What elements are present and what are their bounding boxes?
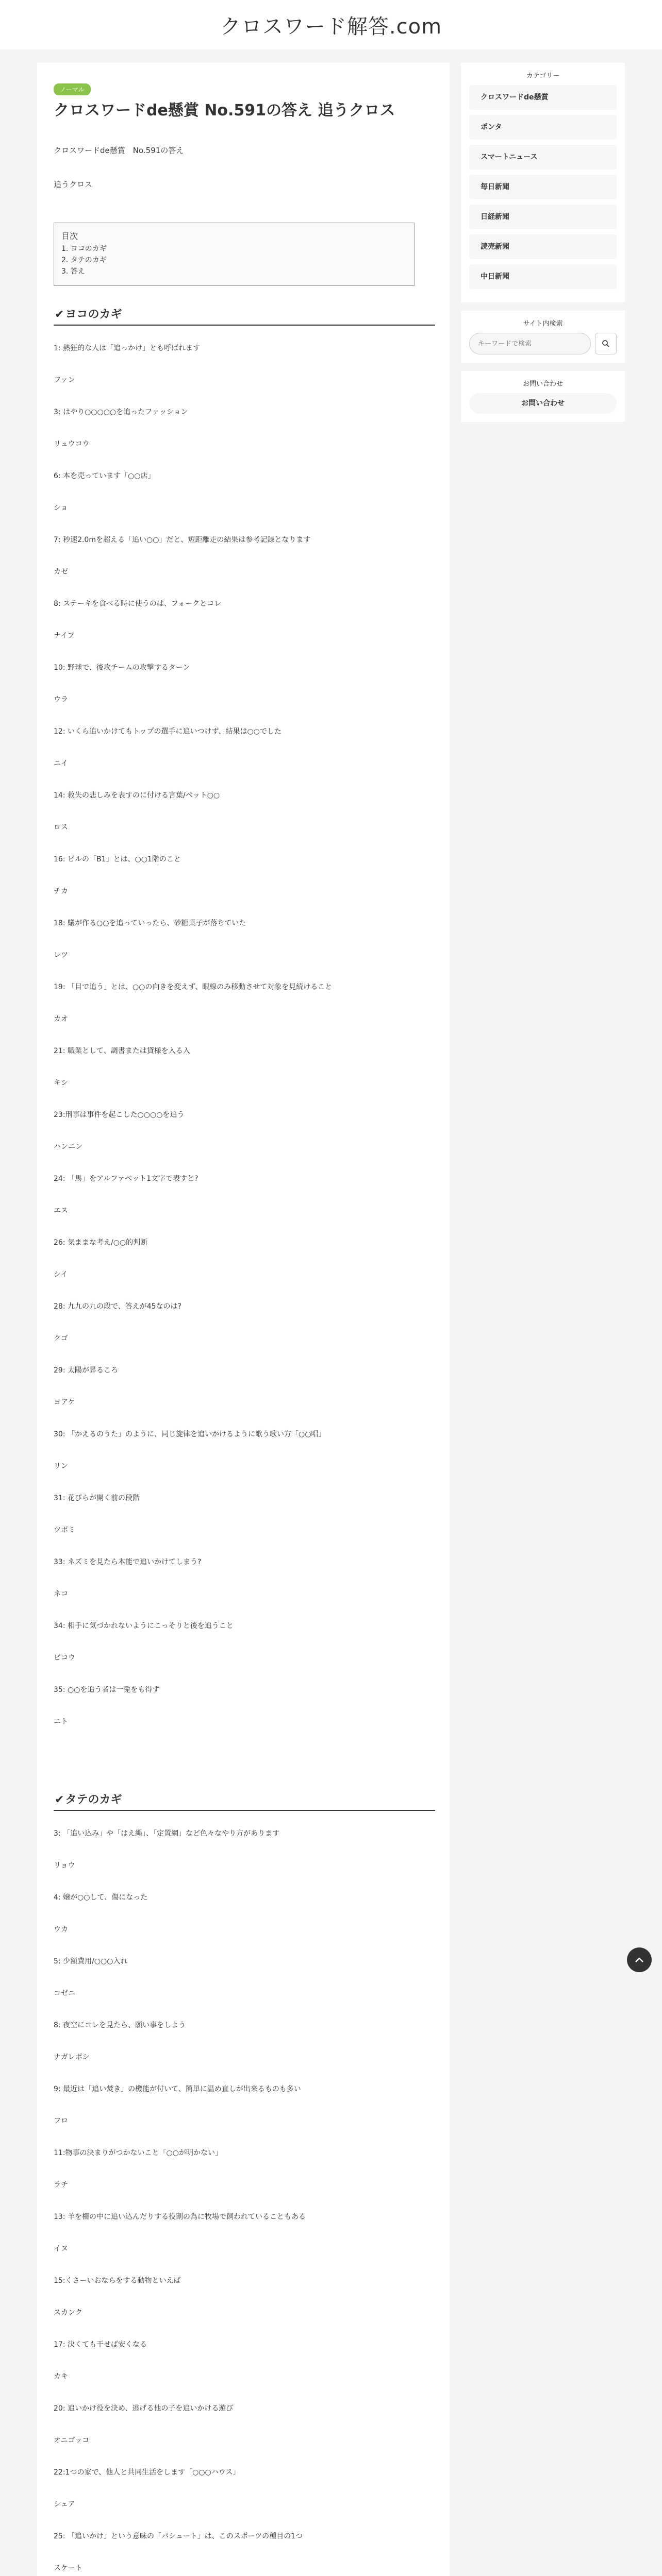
clue-answer: スカンク [54, 2309, 82, 2317]
article [37, 63, 450, 2576]
clue-question: 29: 太陽が昇るころ [54, 1366, 118, 1375]
clue-question: 34: 相手に気づかれないようにこっそりと後を追うこと [54, 1622, 234, 1631]
search-input[interactable] [469, 333, 591, 354]
clue-answer: ナイフ [54, 632, 75, 640]
clue-answer: イヌ [54, 2245, 68, 2253]
clue-question: 14: 救失の悲しみを表すのに付ける言葉/ペット○○ [54, 791, 220, 800]
clue-answer: リュウコウ [54, 440, 90, 449]
check-icon: ✔ [55, 1793, 64, 1807]
clue-answer: ウカ [54, 1925, 68, 1934]
clue-answer: リョウ [54, 1861, 75, 1870]
clue-answer: コゼニ [54, 1989, 75, 1998]
clue-answer: チカ [54, 887, 68, 896]
site-header [0, 0, 662, 49]
clue-question: 11:物事の決まりがつかないこと「○○が明かない」 [54, 2149, 222, 2158]
clue-answer: シイ [54, 1270, 68, 1279]
clue-question: 12: いくら追いかけてもトップの選手に追いつけず、結果は○○でした [54, 727, 282, 736]
clue-question: 21: 職業として、調書または貸様を入る入 [54, 1047, 190, 1056]
clue-question: 13: 羊を柵の中に追い込んだりする役割の為に牧場で飼われていることもある [54, 2213, 306, 2222]
yoko-clue-list [54, 343, 435, 1749]
category-link[interactable]: クロスワードde懸賞 [469, 85, 617, 110]
clue-answer: オニゴッコ [54, 2436, 90, 2445]
clue-answer: ヨアケ [54, 1398, 75, 1407]
check-icon: ✔ [55, 308, 64, 321]
clue-answer: リン [54, 1462, 68, 1471]
clue-answer: カゼ [54, 568, 68, 577]
clue-question: 22:1つの家で、他人と共同生活をします「○○○ハウス」 [54, 2468, 240, 2477]
clue-answer: フロ [54, 2117, 68, 2126]
category-link[interactable]: スマートニュース [469, 145, 617, 170]
contact-widget [461, 371, 625, 422]
toc-item-tate[interactable]: 2. タテのカギ [61, 256, 107, 264]
clue-question: 31: 花びらが開く前の段階 [54, 1494, 140, 1503]
article-title: クロスワードde懸賞 No.591の答え 追うクロス [54, 101, 395, 120]
clue-answer: カキ [54, 2372, 68, 2381]
clue-answer: ナガレボシ [54, 2053, 90, 2062]
clue-answer: シェア [54, 2500, 75, 2509]
clue-answer: ハンニン [54, 1143, 82, 1151]
puzzle-name: 追うクロス [54, 179, 93, 189]
clue-question: 8: ステーキを食べる時に使うのは、フォークとコレ [54, 600, 222, 608]
category-link[interactable]: 中日新聞 [469, 264, 617, 289]
category-badge[interactable]: ノーマル [54, 83, 91, 95]
toc-item-answer[interactable]: 3. 答え [61, 267, 85, 276]
site-title[interactable]: クロスワード解答.com [220, 14, 442, 39]
section-heading-text: ヨコのカギ [65, 308, 122, 321]
clue-question: 33: ネズミを見たら本能で追いかけてしまう? [54, 1558, 202, 1567]
clue-answer: スケート [54, 2564, 82, 2573]
table-of-contents [54, 223, 415, 286]
category-link[interactable]: 毎日新聞 [469, 175, 617, 199]
clue-question: 5: 少額費用/○○○入れ [54, 1957, 128, 1966]
clue-question: 7: 秒速2.0mを超える「追い○○」だと、短距離走の結果は参考記録となります [54, 536, 311, 545]
clue-answer: エス [54, 1207, 68, 1215]
clue-question: 8: 夜空にコレを見たら、願い事をしよう [54, 2021, 186, 2030]
clue-question: 20: 追いかけ役を決め、逃げる他の子を追いかける遊び [54, 2404, 234, 2413]
clue-question: 26: 気ままな考え/○○的判断 [54, 1239, 148, 1247]
chevron-up-icon [635, 1957, 644, 1963]
toc-item-yoko[interactable]: 1. ヨコのカギ [61, 245, 107, 253]
clue-question: 25: 「追いかけ」という意味の「パシュート」は、このスポーツの種目の1つ [54, 2532, 303, 2541]
clue-question: 17: 決くても干せば安くなる [54, 2341, 147, 2349]
category-link[interactable]: 日経新聞 [469, 205, 617, 229]
clue-answer: ニト [54, 1718, 68, 1726]
clue-question: 15:くさーいおならをする動物といえば [54, 2277, 181, 2285]
clue-answer: レツ [54, 951, 68, 960]
clue-question: 4: 嬢が○○して、傷になった [54, 1893, 148, 1902]
clue-answer: ラチ [54, 2181, 68, 2190]
search-widget-title: サイト内検索 [523, 320, 563, 328]
clue-question: 28: 九九の九の段で、答えが45なのは? [54, 1302, 181, 1311]
clue-answer: ショ [54, 504, 68, 513]
category-link[interactable]: 読売新聞 [469, 234, 617, 259]
clue-answer: カオ [54, 1015, 68, 1024]
search-button[interactable] [595, 333, 617, 354]
section-heading-yoko [54, 306, 435, 326]
clue-answer: ニイ [54, 759, 68, 768]
sidebar [461, 63, 625, 430]
clue-answer: ネコ [54, 1590, 68, 1599]
category-widget-title: カテゴリー [526, 72, 560, 80]
clue-answer: ファン [54, 376, 75, 385]
clue-question: 23:刑事は事件を起こした○○○○を追う [54, 1111, 185, 1120]
clue-question: 24: 「馬」をアルファベット1文字で表すと? [54, 1175, 198, 1183]
clue-question: 18: 蟻が作る○○を追っていったら、砂糖菓子が落ちていた [54, 919, 246, 928]
clue-question: 1: 熱狂的な人は「追っかけ」とも呼ばれます [54, 344, 201, 353]
contact-widget-title: お問い合わせ [522, 380, 563, 388]
clue-question: 9: 最近は「追い焚き」の機能が付いて、簡単に温め直しが出来るものも多い [54, 2085, 301, 2094]
clue-question: 16: ビルの「B1」とは、○○1階のこと [54, 855, 181, 864]
clue-question: 3: 「追い込み」や「はえ縄」、「定置網」など色々なやり方があります [54, 1829, 280, 1838]
search-widget [461, 311, 625, 363]
clue-question: 3: はやり○○○○○を追ったファッション [54, 408, 188, 417]
clue-answer: ビコウ [54, 1654, 75, 1663]
search-icon [602, 340, 610, 348]
section-heading-tate [54, 1791, 435, 1811]
clue-answer: ロス [54, 823, 68, 832]
category-widget [461, 63, 625, 302]
article-intro: クロスワードde懸賞 No.591の答え [54, 145, 184, 155]
clue-answer: ツボミ [54, 1526, 75, 1535]
clue-question: 10: 野球で、後攻チームの攻撃するターン [54, 664, 190, 672]
section-heading-text: タテのカギ [65, 1793, 122, 1807]
clue-question: 19: 「目で追う」とは、○○の向きを変えず、眼線のみ移動させて対象を見続けること [54, 983, 333, 992]
toc-title: 目次 [61, 231, 78, 241]
clue-answer: キシ [54, 1079, 68, 1088]
page-top-button[interactable] [627, 1947, 652, 1972]
clue-answer: クゴ [54, 1334, 68, 1343]
clue-answer: ウラ [54, 696, 68, 704]
clue-question: 6: 本を売っています「○○店」 [54, 472, 155, 481]
clue-question: 35: ○○を追う者は一兎をも得ず [54, 1686, 160, 1694]
category-link[interactable]: ポンタ [469, 115, 617, 140]
clue-question: 30: 「かえるのうた」のように、同じ旋律を追いかけるように歌う歌い方「○○唱」 [54, 1430, 326, 1439]
contact-button[interactable]: お問い合わせ [469, 393, 617, 414]
tate-clue-list [54, 1828, 435, 2576]
search-form [469, 333, 617, 354]
